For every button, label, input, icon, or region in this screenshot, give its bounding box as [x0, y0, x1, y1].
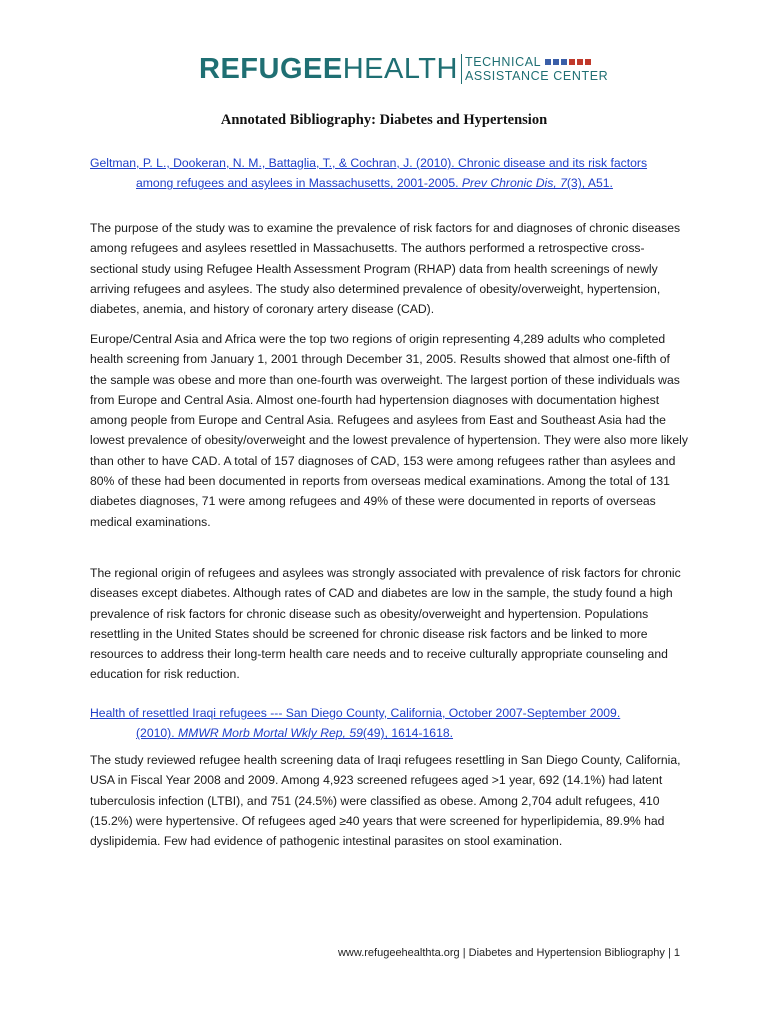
citation-2-part-a: (2010).: [136, 726, 179, 741]
paragraph-text: The purpose of the study was to examine the prevalence of risk factors for and diagnoses of chronic diseases among refugees and asylees resettled in Massachusetts. The authors performed a retrospective cross-sectional study using Refugee Health Assessment Program (RHAP) data from health screenings of newly arriving refugees and asylees. The study also determined prevalence of obesity/overweight, hypertension, diabetes, anemia, and history of coronary artery disease (CAD).: [90, 221, 681, 317]
paragraph-text: Europe/Central Asia and Africa were the top two regions of origin representing 4,289 adults who completed health screening from January 1, 2001 through December 31, 2005. Results showed that almost one-fifth of the sample was obese and more than one-fourth was overweight. The largest portion of these individuals was from Europe and Central Asia. Almost one-fourth had hypertension diagnoses with documentation highest among people from Europe and Central Asia. Refugees and asylees from East and Southeast Asia had the lowest prevalence of obesity/overweight and the lowest prevalence of hypertension. They were also more likely than other to have CAD. A total of 157 diagnoses of CAD, 153 were among refugees rather than asylees and 80% of these had been documented in reports from overseas medical examinations. Among the total of 131 diabetes diagnoses, 71 were among refugees and 49% of these were documented in reports of overseas medical examinations.: [90, 332, 688, 529]
citation-2[interactable]: [90, 703, 690, 744]
entry-1-paragraph-3: [90, 563, 690, 685]
refugee-health-logo: [199, 52, 608, 86]
logo-square: [577, 59, 583, 65]
logo-square: [569, 59, 575, 65]
page-footer: www.refugeehealthta.org | Diabetes and Hypertension Bibliography | 1: [337, 947, 680, 959]
logo-sub-line2: ASSISTANCE CENTER: [464, 69, 609, 83]
citation-1-part-b: (3), A51.: [566, 176, 613, 191]
logo-bold-text: REFUGEE: [199, 53, 343, 85]
logo-divider: [461, 54, 462, 84]
citation-2-journal: MMWR Morb Mortal Wkly Rep, 59: [178, 726, 363, 741]
entry-2-paragraph-1: [90, 750, 690, 851]
citation-1-part-a: among refugees and asylees in Massachusetts, 2001-2005.: [136, 176, 462, 191]
citation-2-part-b: (49), 1614-1618.: [362, 726, 454, 741]
logo-square: [545, 59, 551, 65]
logo-light-text: HEALTH: [342, 53, 458, 85]
logo-square: [561, 59, 567, 65]
citation-1-journal: Prev Chronic Dis, 7: [461, 176, 567, 191]
logo-subtitle: [465, 55, 608, 83]
paragraph-text: The study reviewed refugee health screening data of Iraqi refugees resettling in San Diego County, California, USA in Fiscal Year 2008 and 2009. Among 4,923 screened refugees aged >1 year, 692 (14.1%) had latent tuberculosis infection (LTBI), and 751 (24.5%) were classified as obese. Among 2,704 adult refugees, 410 (15.2%) were hypertensive. Of refugees aged ≥40 years that were screened for hyperlipidemia, 89.9% had dyslipidemia. Few had evidence of pathogenic intestinal parasites on stool examination.: [90, 753, 681, 849]
logo-squares-icon: [545, 59, 593, 65]
paragraph-text: The regional origin of refugees and asylees was strongly associated with prevalence of risk factors for chronic diseases except diabetes. Although rates of CAD and diabetes are low in the sample, the study found a high prevalence of risk factors for chronic disease such as obesity/overweight and hypertension. Populations resettling in the United States should be screened for chronic disease risk factors and be linked to more resources to address their long-term health care needs and to receive culturally appropriate counseling and education for risk reduction.: [90, 566, 681, 682]
logo-wordmark: [199, 54, 458, 84]
logo-square: [553, 59, 559, 65]
entry-1-paragraph-1: [90, 218, 690, 319]
citation-1-link-line2[interactable]: [136, 176, 613, 190]
citation-1-link-line1[interactable]: Geltman, P. L., Dookeran, N. M., Battaglia, T., & Cochran, J. (2010). Chronic disease and its risk factors: [90, 156, 648, 170]
document-title: Annotated Bibliography: Diabetes and Hypertension: [220, 112, 548, 128]
citation-2-link-line1[interactable]: Health of resettled Iraqi refugees --- San Diego County, California, October 2007-September 2009.: [90, 706, 621, 720]
entry-1-paragraph-2: [90, 329, 690, 532]
logo-sub-line1: TECHNICAL: [464, 55, 542, 69]
citation-1[interactable]: [90, 153, 690, 194]
logo-square: [585, 59, 591, 65]
citation-2-link-line2[interactable]: [136, 726, 453, 740]
